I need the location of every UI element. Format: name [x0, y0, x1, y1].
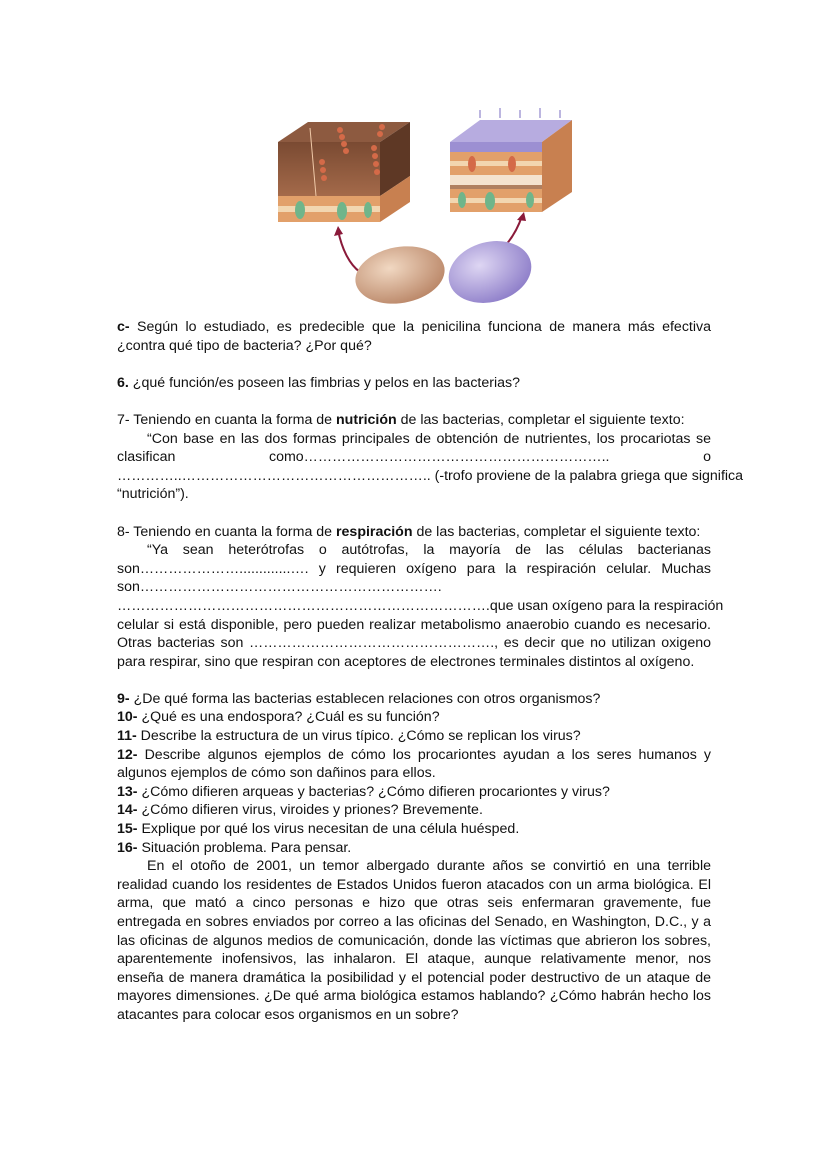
question-11: 11- Describe la estructura de un virus típico. ¿Cómo se replican los virus? [117, 728, 581, 745]
question-8-line-4: …………………………………………………………………….que usan oxígeno para la respiración [117, 597, 724, 614]
question-8-line-2: son………………….............…. y requieren oxígeno para la respiración celular. Muchas [117, 560, 711, 577]
problem-situation-text: En el otoño de 2001, un temor albergado durante años se convirtió en una terrible realidad cuando los residentes de Estados Unidos fueron atacados con un arma biológica. El arma, que mató a cinco personas e hizo que otras seis enfermaran gravemente, fue entregada en sobres enviados por correo a las oficinas del Senado, en Washington, D.C., y a las oficinas de algunos medios de comunicación, donde las víctimas que abrieron los sobres, aparentemente inofensivos, las inhalaron. El ataque, aunque relativamente menor, nos enseña de manera dramática la posibilidad y el potencial poder destructivo de un ataque de mayores dimensiones. ¿De qué arma biológica estamos hablando? ¿Cómo habrán hecho los atacantes para colocar esos organismos en un sobre? [117, 858, 711, 1023]
cell-wall-illustration [250, 100, 580, 310]
question-7-line-1: “Con base en las dos formas principales de obtención de nutrientes, los procariotas se [147, 430, 711, 447]
document-body [117, 318, 744, 1025]
gram-negative-cell-icon [442, 232, 539, 310]
question-8-line-5: celular si está disponible, pero pueden realizar metabolismo anaerobio cuando es necesario. [117, 616, 711, 633]
gram-negative-cell-wall-icon [450, 108, 572, 212]
question-c-text: Según lo estudiado, es predecible que la penicilina funciona de manera más efectiva ¿contra qué tipo de bacteria? ¿Por qué? [117, 319, 711, 354]
question-16: 16- Situación problema. Para pensar. [117, 839, 352, 856]
question-8-line-6: Otras bacterias son ……………………………………………., es decir que no utilizan oxigeno [117, 635, 711, 652]
question-15: 15- Explique por qué los virus necesitan de una célula huésped. [117, 821, 520, 838]
question-7-line-3: …………..…………………………………………….. (-trofo proviene de la palabra griega que significa [117, 467, 744, 484]
question-13: 13- ¿Cómo difieren arqueas y bacterias? ¿Cómo difieren procariontes y virus? [117, 783, 610, 800]
question-6-text: ¿qué función/es poseen las fimbrias y pelos en las bacterias? [128, 374, 521, 391]
gram-positive-cell-icon [351, 240, 449, 310]
respiration-keyword: respiración [336, 523, 413, 540]
question-6-label: 6. [117, 374, 129, 391]
question-10: 10- ¿Qué es una endospora? ¿Cuál es su función? [117, 709, 440, 726]
cell-wall-figure [250, 100, 580, 310]
question-c-label: c- [117, 319, 130, 335]
question-8-line-7: para respirar, sino que respiran con aceptores de electrones terminales distintos al oxígeno. [117, 653, 695, 670]
question-6 [117, 374, 711, 393]
question-8-line-1: “Ya sean heterótrofas o autótrofas, la mayoría de las células bacterianas [147, 542, 711, 559]
nutrition-keyword: nutrición [336, 411, 397, 428]
question-7-line-4: “nutrición”). [117, 486, 189, 503]
question-8-intro: 8- Teniendo en cuanta la forma de respiración de las bacterias, completar el siguiente texto: [117, 523, 701, 540]
question-9: 9- ¿De qué forma las bacterias establecen relaciones con otros organismos? [117, 690, 601, 707]
nutrition-blank-1: como……………………………………………………….. [268, 449, 610, 466]
question-14: 14- ¿Cómo difieren virus, viroides y priones? Brevemente. [117, 802, 483, 819]
question-7-intro: 7- Teniendo en cuanta la forma de nutrición de las bacterias, completar el siguiente texto: [117, 411, 685, 428]
question-8-line-3: son………………………………………………………. [117, 579, 442, 596]
question-7-line-2: clasifican como……………………………………………………….. o [117, 449, 711, 466]
arrow-left-icon [338, 230, 360, 272]
arrow-right-icon [505, 216, 522, 246]
gram-positive-cell-wall-icon [278, 122, 410, 222]
question-12: 12- Describe algunos ejemplos de cómo los procariontes ayudan a los seres humanos y algunos ejemplos de cómo son dañinos para ellos. [117, 746, 711, 782]
question-c [117, 318, 711, 355]
